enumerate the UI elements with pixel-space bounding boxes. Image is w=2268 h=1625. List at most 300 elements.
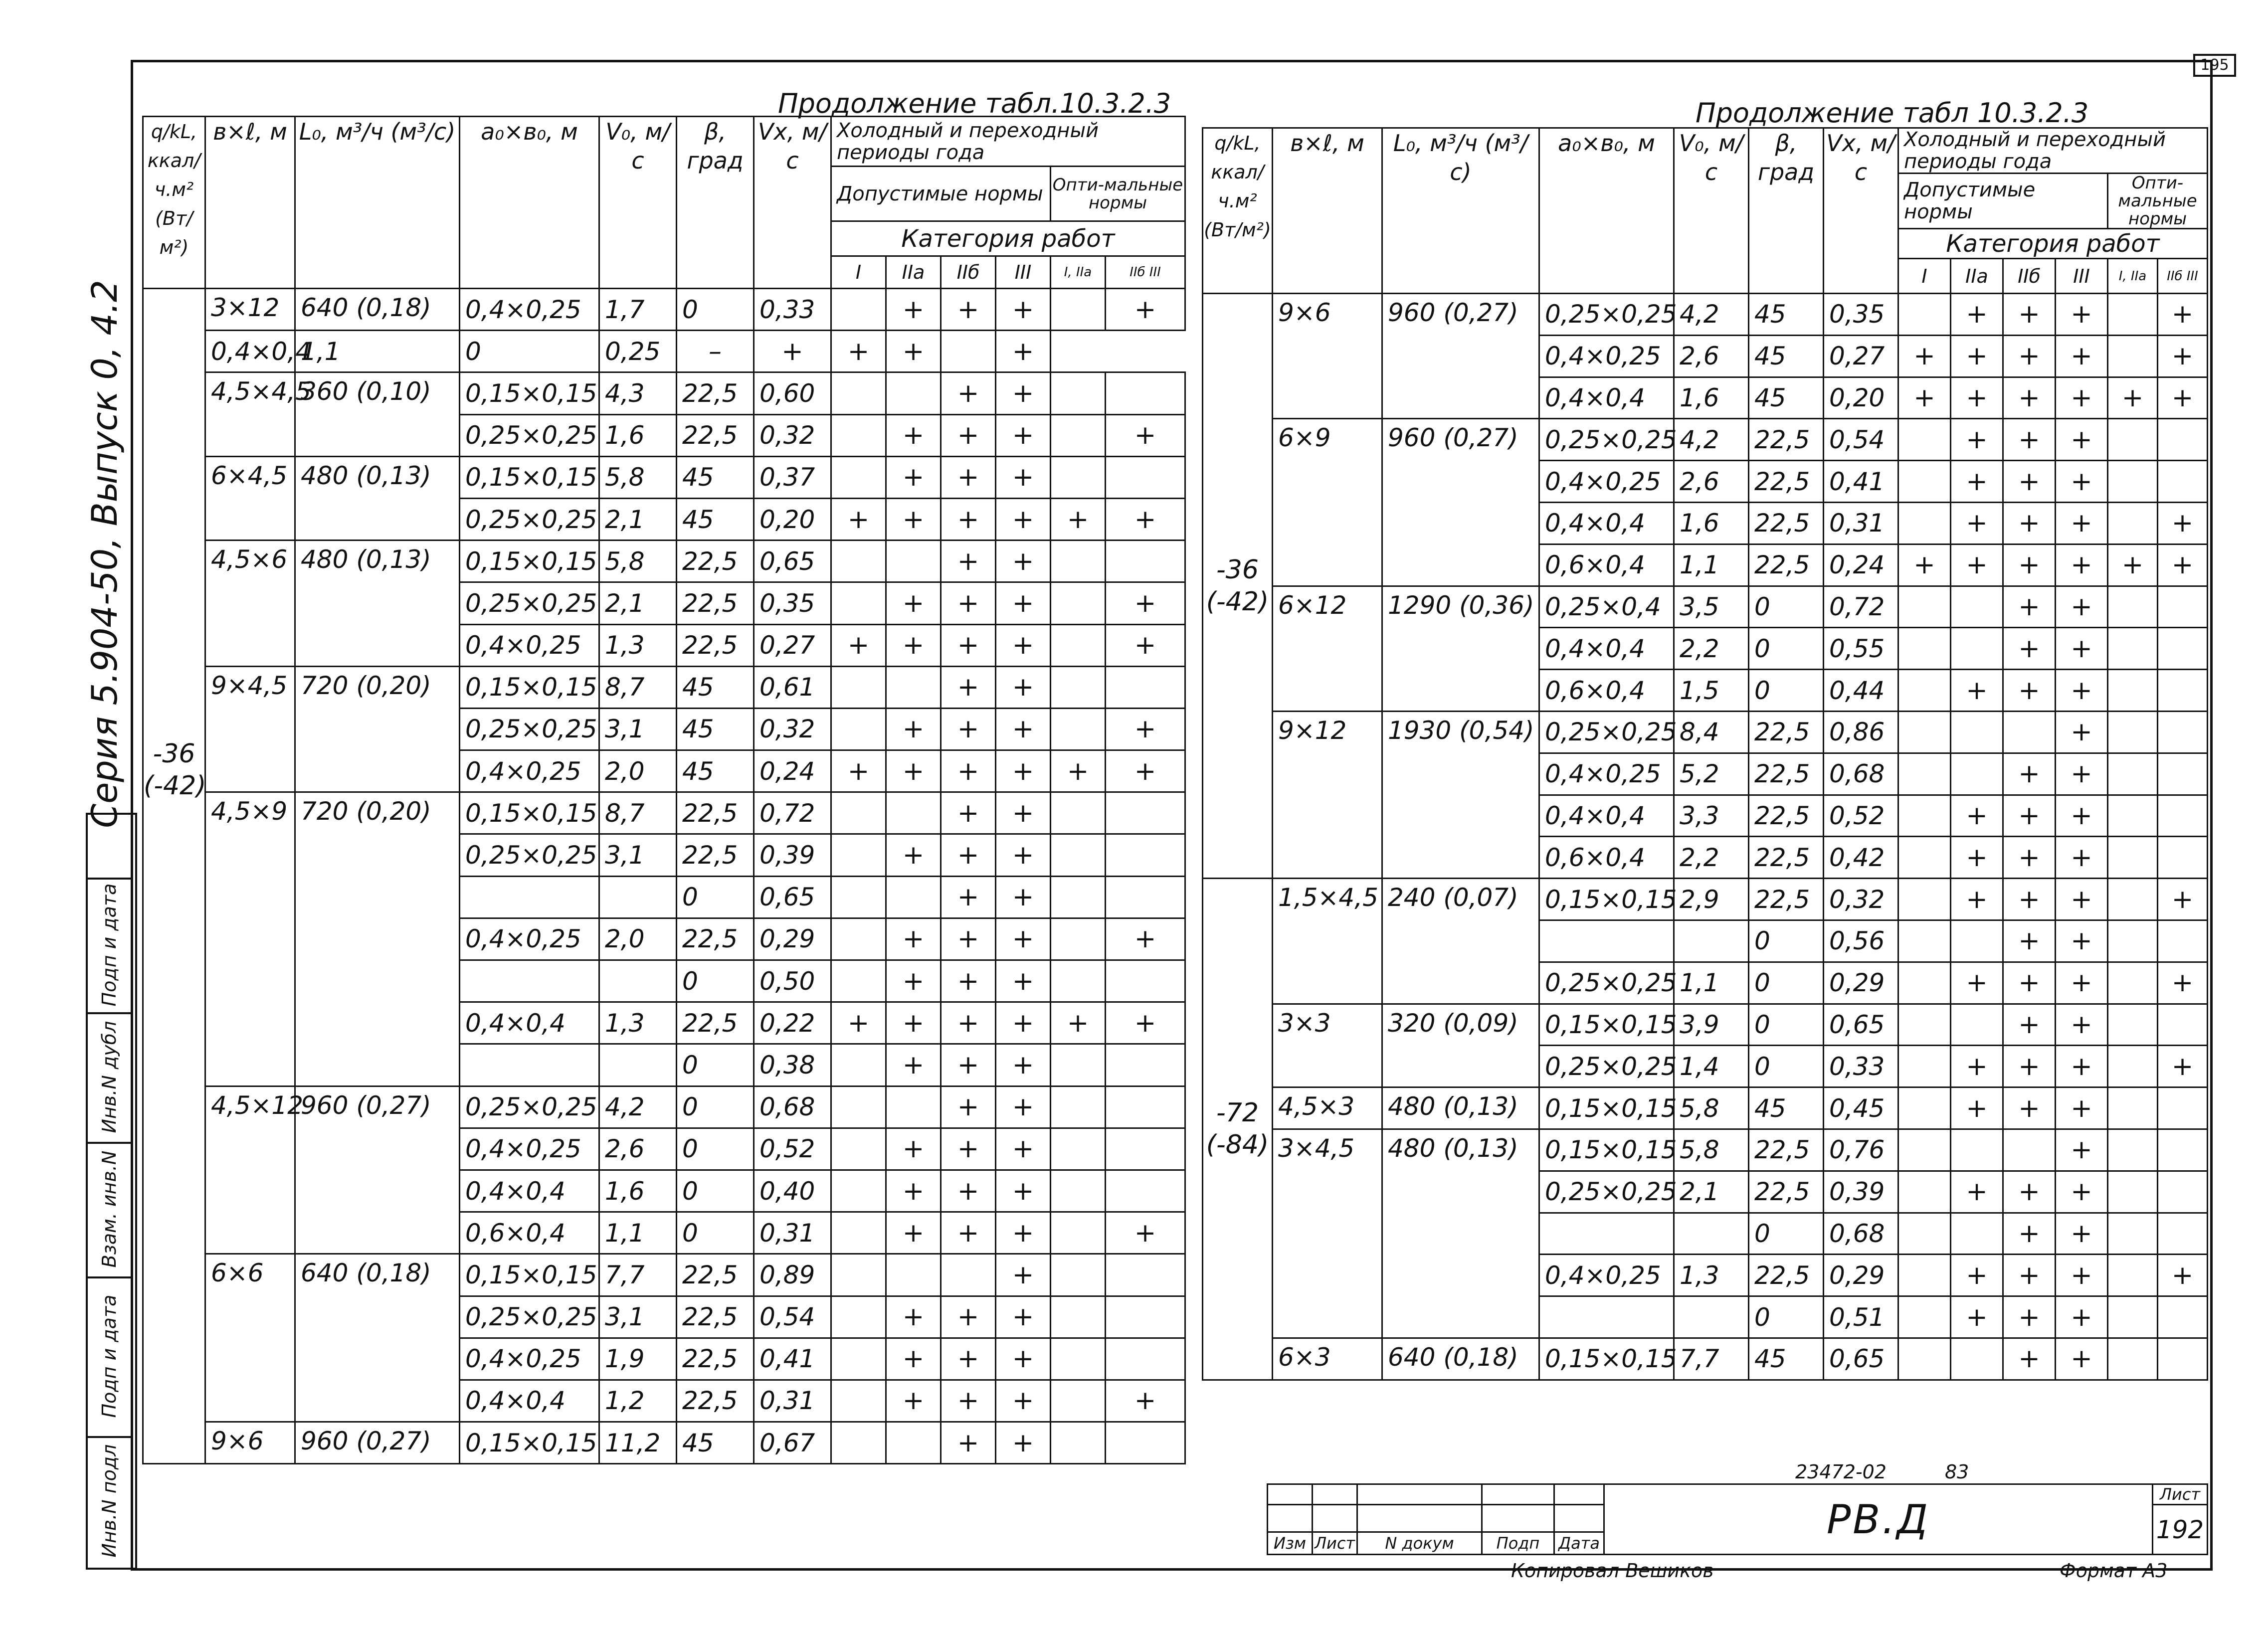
left-category-mark — [886, 1422, 941, 1464]
table-row — [143, 1254, 1185, 1296]
right-header-optimal: Опти-мальные нормы — [2108, 174, 2208, 229]
right-q-value: -36 (-42) — [1203, 294, 1273, 879]
left-category-mark — [831, 456, 886, 498]
left-a-b-value: 0,4×0,25 — [460, 289, 599, 331]
right-v0-value: 3,9 — [1674, 1004, 1749, 1046]
right-b-l-value: 4,5×3 — [1273, 1087, 1382, 1129]
series-title: Серия 5.904-50, Выпуск 0, 4.2 — [84, 280, 125, 828]
right-v0-value: 1,1 — [1674, 962, 1749, 1004]
right-a-b-value: 0,25×0,25 — [1539, 711, 1674, 753]
left-vx-value: 0,41 — [754, 1338, 831, 1380]
left-v0-value: 1,3 — [599, 1002, 677, 1044]
right-header-vx: Vx, м/с — [1824, 128, 1898, 294]
left-vx-value: 0,52 — [754, 1128, 831, 1170]
left-category-mark — [1051, 1422, 1106, 1464]
right-category-mark: + — [2003, 544, 2056, 586]
right-category-mark — [1898, 670, 1951, 712]
right-category-mark: + — [2056, 1213, 2108, 1255]
right-category-mark: + — [1951, 837, 2003, 879]
left-header-period: Холодный и переходный периоды года — [831, 117, 1185, 167]
left-category-mark: + — [1106, 750, 1185, 792]
right-a-b-value: 0,4×0,25 — [1539, 461, 1674, 503]
right-category-mark: + — [2056, 1338, 2108, 1380]
right-a-b-value: 0,4×0,25 — [1539, 335, 1674, 377]
left-beta-value: 0 — [460, 331, 599, 372]
left-category-mark — [1051, 666, 1106, 708]
right-category-mark — [1898, 711, 1951, 753]
right-category-mark: + — [2003, 795, 2056, 837]
right-l0-value: 960 (0,27) — [1382, 294, 1539, 419]
right-beta-value: 45 — [1749, 1338, 1824, 1380]
right-l0-value: 1290 (0,36) — [1382, 586, 1539, 711]
left-v0-value: 2,1 — [599, 498, 677, 540]
right-vx-value: 0,86 — [1824, 711, 1898, 753]
right-v0-value: 1,5 — [1674, 670, 1749, 712]
left-b-l-value: 4,5×6 — [205, 541, 295, 667]
right-a-b-value — [1539, 1213, 1674, 1255]
left-category-mark — [1051, 1044, 1106, 1086]
left-category-mark: + — [886, 1002, 941, 1044]
right-category-mark: + — [2056, 377, 2108, 419]
right-beta-value: 22,5 — [1749, 837, 1824, 879]
left-v0-value: 7,7 — [599, 1254, 677, 1296]
right-v0-value — [1674, 1296, 1749, 1338]
left-category-mark: + — [941, 708, 996, 750]
right-category-mark — [1898, 1296, 1951, 1338]
right-category-mark — [1898, 1213, 1951, 1255]
right-vx-value: 0,29 — [1824, 1255, 1898, 1296]
left-category-mark: + — [941, 498, 996, 540]
right-beta-value: 45 — [1749, 1087, 1824, 1129]
left-category-mark — [1106, 541, 1185, 582]
left-v0-value: 1,6 — [599, 1170, 677, 1212]
right-v0-value: 2,1 — [1674, 1171, 1749, 1213]
left-category-mark: + — [996, 1002, 1051, 1044]
right-v0-value: 5,8 — [1674, 1129, 1749, 1171]
left-category-mark: + — [996, 1212, 1051, 1254]
right-category-mark — [2158, 795, 2208, 837]
table-row — [143, 1422, 1185, 1464]
right-header-allowed: Допустимые нормы — [1898, 174, 2108, 229]
right-a-b-value: 0,4×0,4 — [1539, 628, 1674, 670]
side-stamp-label: Подп и дата — [98, 883, 120, 1007]
right-category-mark: + — [1951, 1255, 2003, 1296]
left-category-mark: + — [1051, 498, 1106, 540]
right-category-mark — [1898, 461, 1951, 503]
left-category-mark — [1051, 1170, 1106, 1212]
left-category-mark — [1106, 876, 1185, 918]
table-row — [1203, 711, 2208, 753]
right-b-l-value: 3×3 — [1273, 1004, 1382, 1087]
right-vx-value: 0,44 — [1824, 670, 1898, 712]
right-category-mark — [2108, 1129, 2158, 1171]
left-header-optimal: Опти-мальные нормы — [1051, 167, 1185, 221]
right-vx-value: 0,54 — [1824, 419, 1898, 461]
left-beta-value: 22,5 — [677, 918, 754, 960]
left-category-mark — [1106, 666, 1185, 708]
left-category-mark — [886, 792, 941, 834]
left-category-mark: + — [1106, 1212, 1185, 1254]
left-a-b-value — [460, 1044, 599, 1086]
side-stamp-label: Инв.N подл — [98, 1444, 120, 1558]
right-category-mark — [2108, 461, 2158, 503]
left-category-mark: + — [996, 541, 1051, 582]
left-header-cat: IIа — [886, 256, 941, 289]
right-category-mark — [2003, 1129, 2056, 1171]
right-a-b-value — [1539, 1296, 1674, 1338]
right-a-b-value: 0,25×0,25 — [1539, 419, 1674, 461]
right-category-mark — [2158, 711, 2208, 753]
right-header-cat: IIб III — [2158, 259, 2208, 294]
right-category-mark: + — [2003, 1087, 2056, 1129]
left-category-mark: + — [1051, 1002, 1106, 1044]
table-row — [1203, 586, 2208, 628]
side-stamp-divider — [86, 1012, 133, 1014]
right-category-mark: + — [1951, 461, 2003, 503]
right-beta-value: 45 — [1749, 294, 1824, 336]
left-category-mark — [831, 1422, 886, 1464]
left-b-l-value: 3×12 — [205, 289, 295, 331]
left-v0-value — [599, 1044, 677, 1086]
right-header-a-b: a₀×в₀, м — [1539, 128, 1674, 294]
left-v0-value: 4,2 — [599, 1086, 677, 1128]
right-v0-value: 2,2 — [1674, 628, 1749, 670]
left-category-mark: + — [754, 331, 831, 372]
right-category-mark — [2158, 1296, 2208, 1338]
right-category-mark: + — [1951, 1046, 2003, 1087]
right-category-mark: + — [1951, 1296, 2003, 1338]
right-category-mark — [2108, 1338, 2158, 1380]
right-vx-value: 0,65 — [1824, 1004, 1898, 1046]
right-category-mark: + — [2003, 670, 2056, 712]
right-beta-value: 22,5 — [1749, 879, 1824, 920]
left-category-mark: + — [996, 1338, 1051, 1380]
left-beta-value: 22,5 — [677, 1338, 754, 1380]
left-category-mark — [1051, 1380, 1106, 1422]
left-category-mark: + — [886, 1212, 941, 1254]
right-category-mark: + — [1951, 670, 2003, 712]
left-a-b-value — [460, 960, 599, 1002]
left-vx-value: 0,38 — [754, 1044, 831, 1086]
right-category-mark — [1898, 1004, 1951, 1046]
right-v0-value: 8,4 — [1674, 711, 1749, 753]
right-vx-value: 0,65 — [1824, 1338, 1898, 1380]
title-block-col-label: Изм — [1268, 1532, 1313, 1555]
left-beta-value: 0 — [677, 289, 754, 331]
right-vx-value: 0,52 — [1824, 795, 1898, 837]
left-beta-value: 22,5 — [677, 834, 754, 876]
left-vx-value: 0,54 — [754, 1296, 831, 1338]
right-category-mark: + — [2003, 1004, 2056, 1046]
left-category-mark — [831, 541, 886, 582]
left-category-mark: + — [831, 498, 886, 540]
left-header-allowed: Допустимые нормы — [831, 167, 1051, 221]
left-v0-value: 1,3 — [599, 624, 677, 666]
right-a-b-value: 0,4×0,25 — [1539, 753, 1674, 795]
right-l0-value: 240 (0,07) — [1382, 879, 1539, 1004]
left-beta-value: 0 — [677, 1044, 754, 1086]
left-category-mark: + — [941, 1128, 996, 1170]
right-category-mark: + — [1951, 419, 2003, 461]
right-category-mark: + — [2056, 920, 2108, 962]
left-a-b-value: 0,15×0,15 — [460, 792, 599, 834]
left-category-mark — [1106, 960, 1185, 1002]
left-category-mark: + — [1106, 289, 1185, 331]
left-q-value: -36 (-42) — [143, 289, 205, 1464]
left-category-mark — [886, 541, 941, 582]
left-category-mark — [886, 666, 941, 708]
right-category-mark: + — [2056, 962, 2108, 1004]
left-vx-value: 0,32 — [754, 414, 831, 456]
left-category-mark: + — [941, 1044, 996, 1086]
right-category-mark: + — [2108, 544, 2158, 586]
left-category-mark: + — [996, 456, 1051, 498]
right-beta-value: 22,5 — [1749, 544, 1824, 586]
right-category-mark: + — [2003, 586, 2056, 628]
right-category-mark — [2108, 753, 2158, 795]
left-v0-value: 2,0 — [599, 750, 677, 792]
right-a-b-value: 0,15×0,15 — [1539, 1129, 1674, 1171]
left-a-b-value: 0,25×0,25 — [460, 708, 599, 750]
right-category-mark: + — [1951, 294, 2003, 336]
left-category-mark: + — [996, 1044, 1051, 1086]
left-category-mark: + — [996, 960, 1051, 1002]
left-category-mark: + — [831, 750, 886, 792]
right-category-mark — [1951, 586, 2003, 628]
left-category-mark — [831, 414, 886, 456]
sheet-format: Формат A3 — [2060, 1560, 2168, 1582]
left-category-mark: + — [941, 876, 996, 918]
copied-by: Копировал Вешиков — [1511, 1560, 1714, 1582]
left-category-mark — [1051, 1086, 1106, 1128]
left-b-l-value: 9×4,5 — [205, 666, 295, 792]
left-header-cat: III — [996, 256, 1051, 289]
left-v0-value — [599, 876, 677, 918]
left-category-mark — [1051, 372, 1106, 414]
right-beta-value: 45 — [1749, 377, 1824, 419]
right-category-mark — [2108, 711, 2158, 753]
sheet-number: 192 — [2153, 1505, 2208, 1555]
left-category-mark: + — [941, 541, 996, 582]
right-category-mark: + — [2056, 461, 2108, 503]
right-beta-value: 0 — [1749, 962, 1824, 1004]
right-a-b-value: 0,6×0,4 — [1539, 837, 1674, 879]
right-q-value: -72 (-84) — [1203, 879, 1273, 1380]
left-category-mark — [831, 1170, 886, 1212]
left-category-mark — [831, 582, 886, 624]
left-v0-value: 2,0 — [599, 918, 677, 960]
right-category-mark — [2108, 920, 2158, 962]
left-header-q: q/kL, ккал/ч.м² (Вт/м²) — [143, 117, 205, 289]
right-category-mark — [2158, 461, 2208, 503]
right-category-mark: + — [1951, 1087, 2003, 1129]
left-b-l-value: 4,5×12 — [205, 1086, 295, 1254]
right-a-b-value: 0,4×0,25 — [1539, 1255, 1674, 1296]
right-category-mark: + — [1898, 377, 1951, 419]
left-category-mark: + — [941, 792, 996, 834]
table-row — [1203, 294, 2208, 336]
right-category-mark: + — [1951, 335, 2003, 377]
right-v0-value: 5,8 — [1674, 1087, 1749, 1129]
right-category-mark — [1898, 879, 1951, 920]
left-table — [142, 116, 1186, 1464]
left-category-mark — [831, 1380, 886, 1422]
left-header-v0: V₀, м/с — [599, 117, 677, 289]
right-category-mark: + — [2056, 586, 2108, 628]
right-vx-value: 0,20 — [1824, 377, 1898, 419]
left-category-mark: + — [996, 918, 1051, 960]
right-category-mark — [1898, 753, 1951, 795]
left-category-mark: + — [996, 1086, 1051, 1128]
left-vx-value: 0,65 — [754, 541, 831, 582]
left-category-mark — [1106, 1170, 1185, 1212]
right-header-cat: IIб — [2003, 259, 2056, 294]
right-category-mark: + — [2056, 837, 2108, 879]
right-v0-value: 1,6 — [1674, 377, 1749, 419]
right-beta-value: 0 — [1749, 628, 1824, 670]
right-category-mark: + — [2108, 377, 2158, 419]
left-category-mark — [831, 960, 886, 1002]
right-vx-value: 0,68 — [1824, 753, 1898, 795]
right-category-mark: + — [2056, 879, 2108, 920]
title-block-col-label: Дата — [1554, 1532, 1604, 1555]
right-category-mark — [1951, 753, 2003, 795]
side-stamp-label: Взам. инв.N — [98, 1150, 120, 1268]
right-category-mark — [2158, 1338, 2208, 1380]
left-category-mark — [1106, 456, 1185, 498]
right-category-mark — [1951, 628, 2003, 670]
left-category-mark: – — [677, 331, 754, 372]
right-vx-value: 0,31 — [1824, 502, 1898, 544]
right-b-l-value: 9×6 — [1273, 294, 1382, 419]
left-category-mark: + — [941, 624, 996, 666]
left-beta-value: 22,5 — [677, 372, 754, 414]
right-vx-value: 0,33 — [1824, 1046, 1898, 1087]
right-v0-value: 2,6 — [1674, 335, 1749, 377]
left-category-mark: + — [996, 289, 1051, 331]
right-beta-value: 22,5 — [1749, 502, 1824, 544]
right-vx-value: 0,68 — [1824, 1213, 1898, 1255]
left-category-mark — [1051, 1128, 1106, 1170]
right-category-mark: + — [1951, 795, 2003, 837]
left-category-mark — [1051, 1254, 1106, 1296]
left-a-b-value: 0,25×0,25 — [460, 498, 599, 540]
right-category-mark: + — [1898, 335, 1951, 377]
left-category-mark — [831, 792, 886, 834]
right-category-mark: + — [2056, 1087, 2108, 1129]
right-vx-value: 0,72 — [1824, 586, 1898, 628]
left-category-mark: + — [996, 750, 1051, 792]
sheet-label: Лист — [2153, 1484, 2208, 1505]
left-beta-value: 22,5 — [677, 1380, 754, 1422]
left-category-mark: + — [831, 624, 886, 666]
left-category-mark: + — [886, 960, 941, 1002]
left-category-mark — [831, 1044, 886, 1086]
right-header-v0: V₀, м/с — [1674, 128, 1749, 294]
left-category-mark — [941, 331, 996, 372]
left-b-l-value: 4,5×9 — [205, 792, 295, 1086]
right-v0-value: 1,3 — [1674, 1255, 1749, 1296]
left-category-mark: + — [831, 331, 886, 372]
right-beta-value: 0 — [1749, 586, 1824, 628]
left-beta-value: 45 — [677, 666, 754, 708]
left-beta-value: 0 — [677, 1170, 754, 1212]
left-category-mark — [831, 918, 886, 960]
right-beta-value: 22,5 — [1749, 419, 1824, 461]
right-category-mark — [2108, 502, 2158, 544]
left-category-mark — [1051, 918, 1106, 960]
right-v0-value: 2,6 — [1674, 461, 1749, 503]
left-v0-value: 1,1 — [295, 331, 460, 372]
right-header-cat: I — [1898, 259, 1951, 294]
left-category-mark: + — [941, 960, 996, 1002]
title-block-col-label: Подп — [1482, 1532, 1554, 1555]
left-category-mark: + — [941, 666, 996, 708]
table-row — [143, 331, 1185, 372]
right-category-mark — [1951, 1129, 2003, 1171]
right-beta-value: 22,5 — [1749, 753, 1824, 795]
left-a-b-value: 0,15×0,15 — [460, 1254, 599, 1296]
right-category-mark — [1951, 1213, 2003, 1255]
left-continuation: Продолжение табл.10.3.2.3 — [778, 88, 1171, 119]
left-v0-value: 1,9 — [599, 1338, 677, 1380]
left-vx-value: 0,32 — [754, 708, 831, 750]
right-category-mark: + — [2003, 1338, 2056, 1380]
right-category-mark: + — [1951, 544, 2003, 586]
left-category-mark — [886, 1254, 941, 1296]
right-beta-value: 0 — [1749, 1213, 1824, 1255]
left-a-b-value: 0,4×0,4 — [205, 331, 295, 372]
left-category-mark: + — [1106, 582, 1185, 624]
left-vx-value: 0,50 — [754, 960, 831, 1002]
left-category-mark — [1106, 1128, 1185, 1170]
right-category-mark: + — [2003, 628, 2056, 670]
right-category-mark: + — [2158, 294, 2208, 336]
right-category-mark: + — [2056, 628, 2108, 670]
right-vx-value: 0,24 — [1824, 544, 1898, 586]
left-l0-value: 640 (0,18) — [295, 1254, 460, 1422]
right-l0-value: 480 (0,13) — [1382, 1129, 1539, 1338]
right-l0-value: 320 (0,09) — [1382, 1004, 1539, 1087]
right-a-b-value: 0,4×0,4 — [1539, 502, 1674, 544]
right-category-mark — [2108, 1255, 2158, 1296]
left-beta-value: 22,5 — [677, 792, 754, 834]
right-l0-value: 640 (0,18) — [1382, 1338, 1539, 1380]
left-category-mark — [1051, 414, 1106, 456]
left-a-b-value: 0,4×0,4 — [460, 1170, 599, 1212]
left-category-mark — [886, 1086, 941, 1128]
left-category-mark: + — [941, 582, 996, 624]
left-beta-value: 45 — [677, 750, 754, 792]
right-vx-value: 0,42 — [1824, 837, 1898, 879]
left-vx-value: 0,25 — [599, 331, 677, 372]
right-header-cat: III — [2056, 259, 2108, 294]
right-beta-value: 0 — [1749, 1004, 1824, 1046]
right-v0-value: 4,2 — [1674, 419, 1749, 461]
right-v0-value: 1,6 — [1674, 502, 1749, 544]
right-category-mark: + — [2003, 294, 2056, 336]
left-vx-value: 0,61 — [754, 666, 831, 708]
right-a-b-value: 0,15×0,15 — [1539, 1004, 1674, 1046]
left-category-mark: + — [996, 414, 1051, 456]
right-category-mark — [1951, 1004, 2003, 1046]
right-category-mark: + — [2003, 837, 2056, 879]
left-category-mark: + — [996, 1170, 1051, 1212]
left-category-mark: + — [886, 918, 941, 960]
side-stamp-divider — [86, 1142, 133, 1144]
left-l0-value: 480 (0,13) — [295, 456, 460, 540]
left-category-mark: + — [996, 498, 1051, 540]
